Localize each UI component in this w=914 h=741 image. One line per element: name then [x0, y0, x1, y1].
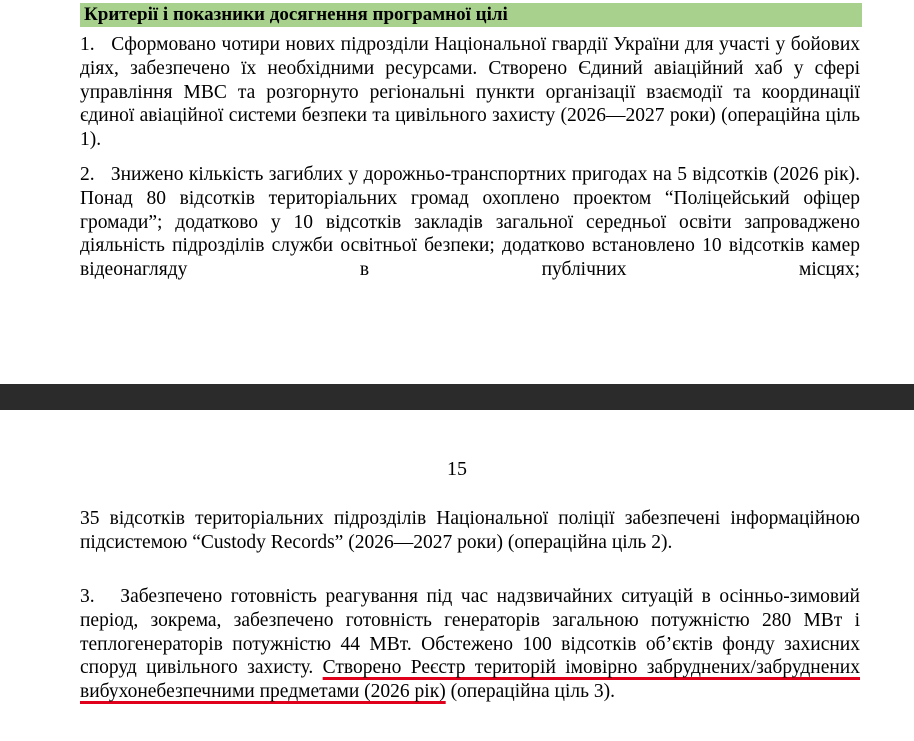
criteria-item-3-end: (операційна ціль 3).: [445, 681, 616, 703]
page-separator: [0, 384, 914, 410]
criteria-item-2-continuation: 35 відсотків територіальних підрозділів Національної поліції забезпечені інформаційною підсистемою “Custody Records” (2026—2027 роки) (операційна ціль 2).: [80, 508, 860, 553]
criteria-item-1: 1. Сформовано чотири нових підрозділи Національної гвардії України для участі у бойових діях, забезпечено їх необхідними ресурсами. Створено Єдиний авіаційний хаб у сфері управління МВС та розгорнуто регіональні пункти організації взаємодії та координації єдиної авіаційної системи безпеки та цивільного захисту (2026—2027 роки) (операційна ціль 1).: [80, 34, 860, 151]
highlighted-registry-text: Створено Реєстр територій імовірно забруднених/забруднених вибухонебезпечними предметами (2026 рік): [80, 657, 860, 703]
page-number: 15: [447, 458, 467, 480]
criteria-item-3-start: 3. Забезпечено готовність реагування під час надзвичайних ситуацій в осінньо-зимовий період, зокрема, забезпечено готовність генераторів загальною потужністю 280 МВт і теплогенераторів потужністю 44 МВт. Обстежено 100 відсотків об’єктів фонду захисних споруд цивільного захисту.: [80, 586, 860, 679]
section-header-title: Критерії і показники досягнення програмної цілі: [84, 4, 508, 25]
criteria-item-2: 2. Знижено кількість загиблих у дорожньо-транспортних пригодах на 5 відсотків (2026 рік). Понад 80 відсотків територіальних громад охоплено проектом “Поліцейський офіцер громади”; додатково у 10 відсотків закладів загальної середньої освіти запроваджено діяльність підрозділів служби освітньої безпеки; додатково встановлено 10 відсотків камер відеонагляду в публічних місцях;: [80, 164, 860, 281]
criteria-item-3: [80, 585, 860, 704]
section-header: [80, 3, 862, 27]
